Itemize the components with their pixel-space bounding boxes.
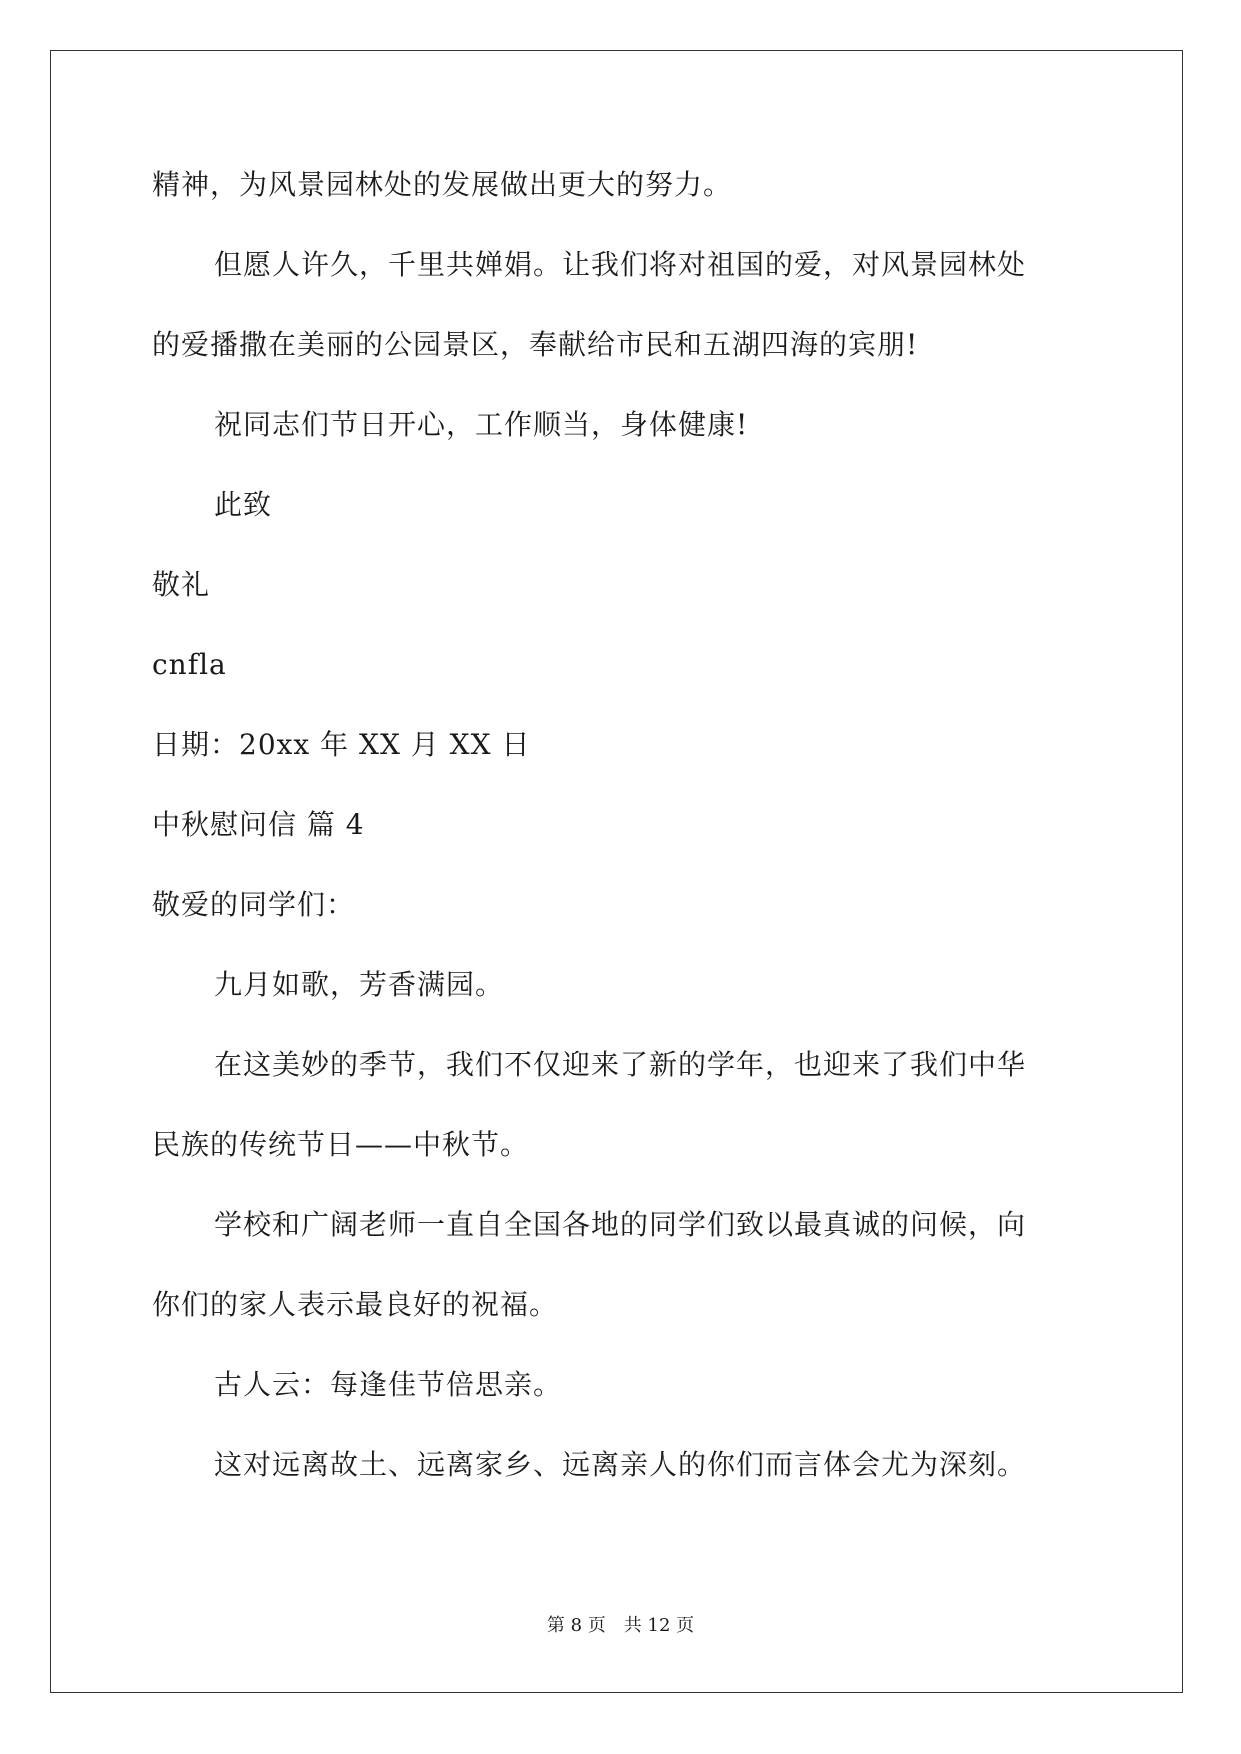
paragraph-line: 古人云：每逢佳节倍思亲。	[214, 1368, 563, 1401]
paragraph-line: 在这美妙的季节，我们不仅迎来了新的学年，也迎来了我们中华	[214, 1048, 1027, 1081]
page-footer	[0, 1614, 1241, 1638]
greeting: 敬爱的同学们：	[152, 888, 356, 921]
closing-salutation: 此致	[214, 488, 273, 521]
page-total: 共 12 页	[623, 1615, 695, 1636]
paragraph-line: 你们的家人表示最良好的祝福。	[152, 1288, 559, 1321]
paragraph-line: 但愿人许久，千里共婵娟。让我们将对祖国的爱，对风景园林处	[214, 248, 1027, 281]
signature: cnfla	[152, 648, 227, 681]
paragraph-line: 的爱播撒在美丽的公园景区，奉献给市民和五湖四海的宾朋!	[152, 328, 919, 361]
paragraph-line: 这对远离故土、远离家乡、远离亲人的你们而言体会尤为深刻。	[214, 1448, 1027, 1481]
paragraph-line: 精神，为风景园林处的发展做出更大的努力。	[152, 168, 733, 201]
section-title: 中秋慰问信 篇 4	[152, 808, 365, 841]
date-line: 日期：20xx 年 XX 月 XX 日	[152, 728, 531, 761]
paragraph-line: 九月如歌，芳香满园。	[214, 968, 505, 1001]
paragraph-line: 民族的传统节日——中秋节。	[152, 1128, 530, 1161]
paragraph-line: 祝同志们节日开心，工作顺当，身体健康!	[214, 408, 749, 441]
page-number: 第 8 页	[546, 1615, 606, 1636]
paragraph-line: 学校和广阔老师一直自全国各地的同学们致以最真诚的问候，向	[214, 1208, 1027, 1241]
closing-regards: 敬礼	[152, 568, 211, 601]
